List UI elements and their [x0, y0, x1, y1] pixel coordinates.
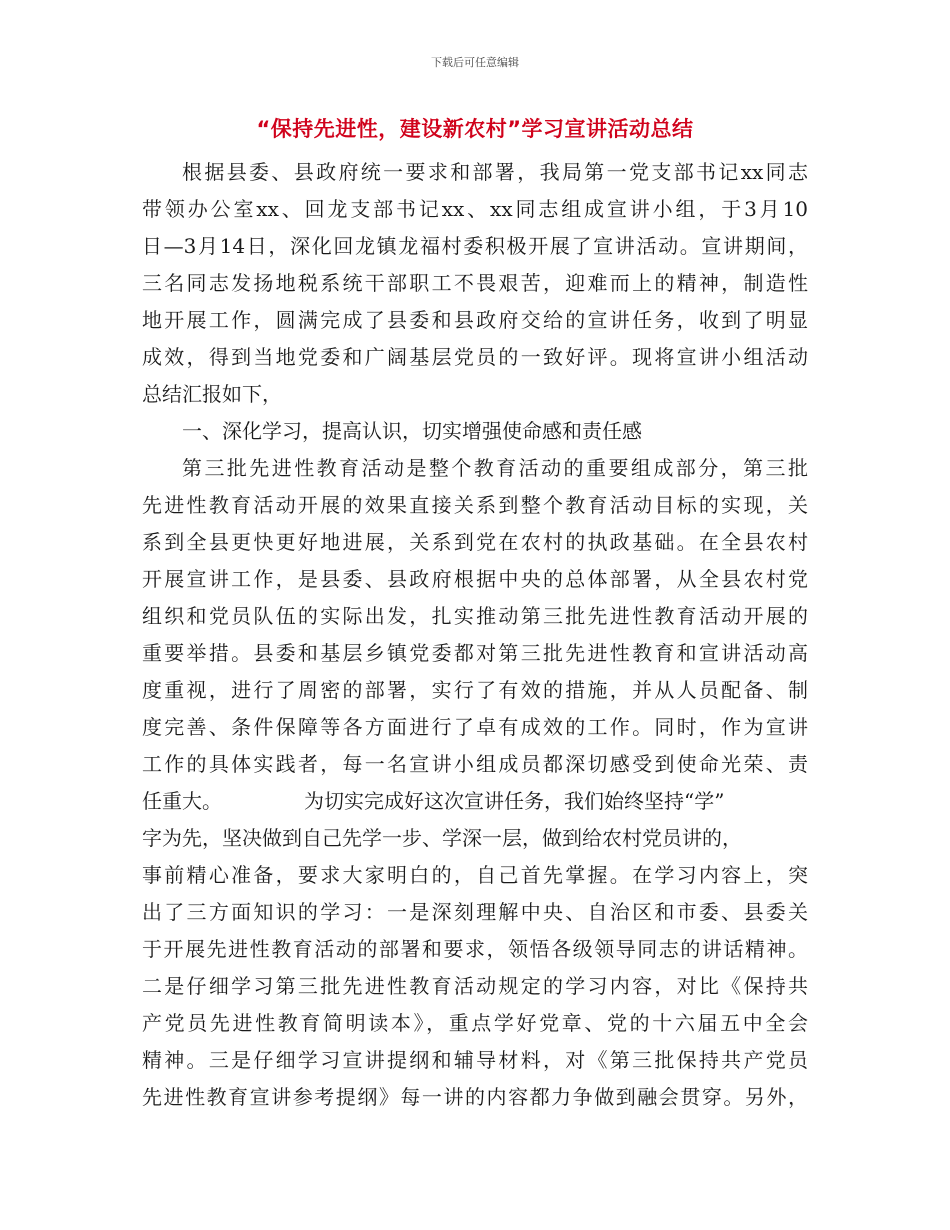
paragraph-line: 系到全县更快更好地进展，关系到党在农村的执政基础。在全县农村	[142, 530, 808, 554]
paragraph-line: 地开展工作，圆满完成了县委和县政府交给的宣讲任务，收到了明显	[142, 308, 808, 332]
paragraph-line: 先进性教育活动开展的效果直接关系到整个教育活动目标的实现，关	[142, 493, 808, 517]
paragraph-line: 带领办公室xx、回龙支部书记xx、xx同志组成宣讲小组，于3月10	[142, 197, 808, 221]
paragraph-line: 字为先，坚决做到自己先学一步、学深一层，做到给农村党员讲的，	[142, 826, 742, 850]
paragraph-line: 第三批先进性教育活动是整个教育活动的重要组成部分，第三批	[182, 456, 808, 480]
paragraph-line: 日—3月14日，深化回龙镇龙福村委积极开展了宣讲活动。宣讲期间，	[142, 234, 808, 258]
paragraph-line: 总结汇报如下，	[142, 382, 282, 406]
paragraph-line: 事前精心准备，要求大家明白的，自己首先掌握。在学习内容上，突	[142, 863, 808, 887]
paragraph-line: 于开展先进性教育活动的部署和要求，领悟各级领导同志的讲话精神。	[142, 937, 808, 961]
paragraph-line-mixed	[142, 783, 808, 820]
section-heading: 一、深化学习，提高认识，切实增强使命感和责任感	[182, 419, 642, 443]
paragraph-line: 根据县委、县政府统一要求和部署，我局第一党支部书记xx同志	[182, 160, 808, 184]
paragraph-line: 先进性教育宣讲参考提纲》每一讲的内容都力争做到融会贯穿。另外，	[142, 1085, 808, 1109]
paragraph-line: 出了三方面知识的学习：一是深刻理解中央、自治区和市委、县委关	[142, 900, 808, 924]
paragraph-line: 重要举措。县委和基层乡镇党委都对第三批先进性教育和宣讲活动高	[142, 641, 808, 665]
paragraph-line-end: 任重大。	[142, 789, 222, 813]
document-title: “保持先进性，建设新农村”学习宣讲活动总结	[256, 117, 694, 141]
paragraph-line: 组织和党员队伍的实际出发，扎实推动第三批先进性教育活动开展的	[142, 604, 808, 628]
header-note: 下载后可任意编辑	[431, 56, 519, 69]
paragraph-line: 工作的具体实践者，每一名宣讲小组成员都深切感受到使命光荣、责	[142, 752, 808, 776]
paragraph-line: 度完善、条件保障等各方面进行了卓有成效的工作。同时，作为宣讲	[142, 715, 808, 739]
paragraph-line: 三名同志发扬地税系统干部职工不畏艰苦，迎难而上的精神，制造性	[142, 271, 808, 295]
paragraph-line: 成效，得到当地党委和广阔基层党员的一致好评。现将宣讲小组活动	[142, 345, 808, 369]
paragraph-line-start: 为切实完成好这次宣讲任务，我们始终坚持“学”	[304, 789, 725, 813]
paragraph-line: 度重视，进行了周密的部署，实行了有效的措施，并从人员配备、制	[142, 678, 808, 702]
paragraph-line: 二是仔细学习第三批先进性教育活动规定的学习内容，对比《保持共	[142, 974, 808, 998]
document-body	[142, 154, 808, 1116]
paragraph-line: 开展宣讲工作，是县委、县政府根据中央的总体部署，从全县农村党	[142, 567, 808, 591]
paragraph-line: 精神。三是仔细学习宣讲提纲和辅导材料，对《第三批保持共产党员	[142, 1048, 808, 1072]
paragraph-line: 产党员先进性教育简明读本》，重点学好党章、党的十六届五中全会	[142, 1011, 808, 1035]
